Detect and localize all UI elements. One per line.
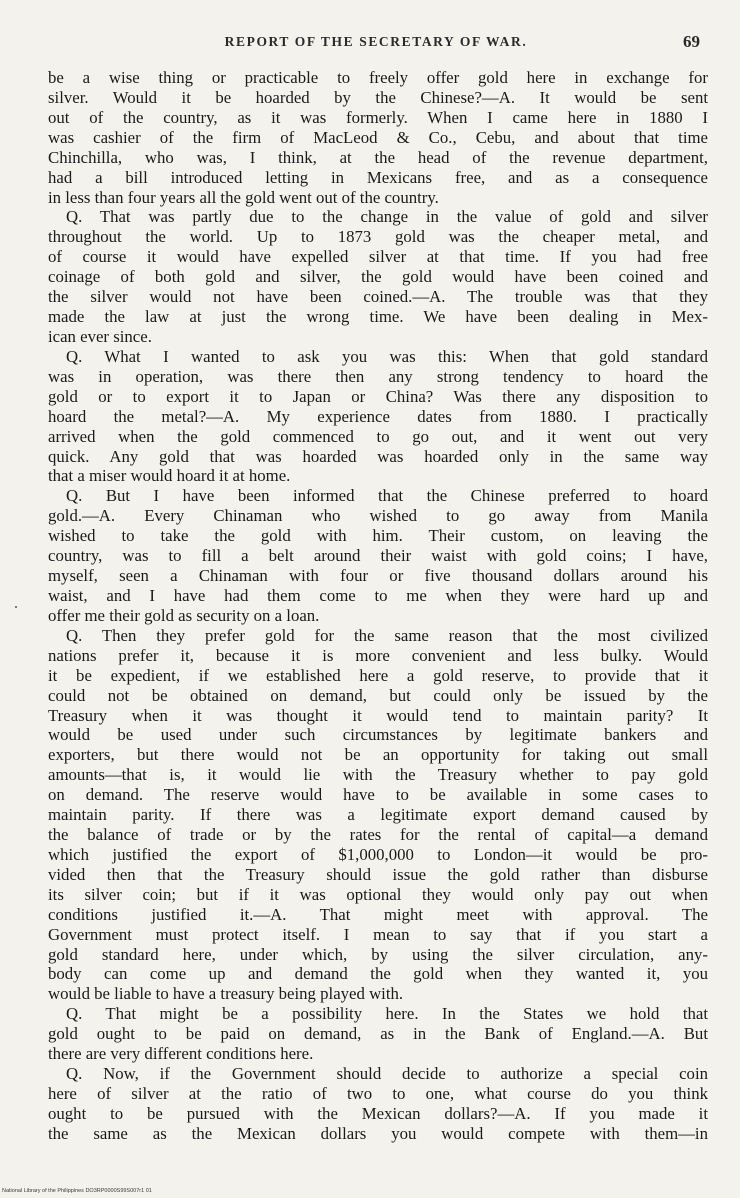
text-line: Treasury when it was thought it would tend to maintain parity? It (48, 705, 708, 725)
text-line: had a bill introduced letting in Mexicans free, and as a consequence (48, 167, 708, 187)
text-line: could not be obtained on demand, but could only be issued by the (48, 685, 708, 705)
source-stamp: National Library of the Philippines DO3RP0000S99S007r1 01 (2, 1188, 152, 1194)
text-line: its silver coin; but if it was optional they would only pay out when (48, 884, 708, 904)
header-title: REPORT OF THE SECRETARY OF WAR. (224, 34, 528, 49)
text-line: ican ever since. (48, 326, 152, 346)
text-line: Q. What I wanted to ask you was this: When that gold standard (66, 346, 708, 366)
text-line: Chinchilla, who was, I think, at the head of the revenue department, (48, 147, 708, 167)
text-line: coinage of both gold and silver, the gold would have been coined and (48, 267, 708, 287)
text-line: of course it would have expelled silver at that time. If you had free (48, 247, 708, 267)
scan-speck (15, 606, 17, 608)
text-line: gold.—A. Every Chinaman who wished to go away from Manila (48, 506, 708, 526)
text-line: that a miser would hoard it at home. (48, 466, 291, 486)
running-header (46, 32, 706, 56)
text-line: exporters, but there would not be an opportunity for taking out small (48, 745, 708, 765)
page-number: 69 (683, 32, 700, 51)
paragraph (48, 207, 708, 346)
text-line: there are very different conditions here. (48, 1044, 314, 1064)
text-line: Government must protect itself. I mean to say that if you start a (48, 924, 708, 944)
text-line: offer me their gold as security on a loan. (48, 605, 320, 625)
text-line: would be liable to have a treasury being played with. (48, 984, 404, 1004)
text-line: wished to take the gold with him. Their custom, on leaving the (48, 526, 708, 546)
text-line: out of the country, as it was formerly. When I came here in 1880 I (48, 107, 708, 127)
text-line: throughout the world. Up to 1873 gold was the cheaper metal, and (48, 227, 708, 247)
text-line: gold standard here, under which, by using the silver circulation, any- (48, 944, 708, 964)
text-line: maintain parity. If there was a legitimate export demand caused by (48, 805, 708, 825)
text-line: silver. Would it be hoarded by the Chinese?—A. It would be sent (48, 87, 708, 107)
paragraph (48, 626, 708, 1005)
text-line: the silver would not have been coined.—A. The trouble was that they (48, 287, 708, 307)
text-line: Q. That was partly due to the change in the value of gold and silver (66, 207, 708, 227)
text-line: nations prefer it, because it is more convenient and less bulky. Would (48, 645, 708, 665)
text-line: arrived when the gold commenced to go out, and it went out very (48, 426, 708, 446)
text-line: body can come up and demand the gold when they wanted it, you (48, 964, 708, 984)
paragraph (48, 1064, 708, 1144)
text-line: gold ought to be paid on demand, as in the Bank of England.—A. But (48, 1024, 708, 1044)
text-line: Q. Now, if the Government should decide to authorize a special coin (66, 1064, 708, 1084)
text-line: Q. But I have been informed that the Chinese preferred to hoard (66, 486, 708, 506)
text-line: gold or to export it to Japan or China? Was there any disposition to (48, 386, 708, 406)
text-line: quick. Any gold that was hoarded was hoarded only in the same way (48, 446, 708, 466)
text-line: in less than four years all the gold went out of the country. (48, 187, 439, 207)
paragraph (48, 1004, 708, 1064)
text-line: it be expedient, if we established here a gold reserve, to provide that it (48, 665, 708, 685)
text-line: the same as the Mexican dollars you would compete with them—in (48, 1123, 708, 1143)
paragraph (48, 347, 708, 486)
paragraph (48, 68, 708, 207)
text-line: on demand. The reserve would have to be available in some cases to (48, 785, 708, 805)
text-line: here of silver at the ratio of two to one, what course do you think (48, 1084, 708, 1104)
text-line: country, was to fill a belt around their waist with gold coins; I have, (48, 546, 708, 566)
text-line: the balance of trade or by the rates for the rental of capital—a demand (48, 825, 708, 845)
text-line: conditions justified it.—A. That might meet with approval. The (48, 904, 708, 924)
text-line: hoard the metal?—A. My experience dates from 1880. I practically (48, 406, 708, 426)
text-line: amounts—that is, it would lie with the Treasury whether to pay gold (48, 765, 708, 785)
text-line: ought to be pursued with the Mexican dollars?—A. If you made it (48, 1103, 708, 1123)
body-text (48, 68, 708, 1144)
text-line: vided then that the Treasury should issue the gold rather than disburse (48, 864, 708, 884)
text-line: which justified the export of $1,000,000 to London—it would be pro- (48, 844, 708, 864)
text-line: was in operation, was there then any strong tendency to hoard the (48, 366, 708, 386)
text-line: Q. Then they prefer gold for the same reason that the most civilized (66, 625, 708, 645)
text-line: would be used under such circumstances by legitimate bankers and (48, 725, 708, 745)
text-line: waist, and I have had them come to me when they were hard up and (48, 585, 708, 605)
text-line: myself, seen a Chinaman with four or five thousand dollars around his (48, 566, 708, 586)
text-line: Q. That might be a possibility here. In the States we hold that (66, 1004, 708, 1024)
text-line: be a wise thing or practicable to freely offer gold here in exchange for (48, 68, 708, 87)
text-line: made the law at just the wrong time. We have been dealing in Mex- (48, 307, 708, 327)
text-line: was cashier of the firm of MacLeod & Co., Cebu, and about that time (48, 127, 708, 147)
paragraph (48, 486, 708, 625)
